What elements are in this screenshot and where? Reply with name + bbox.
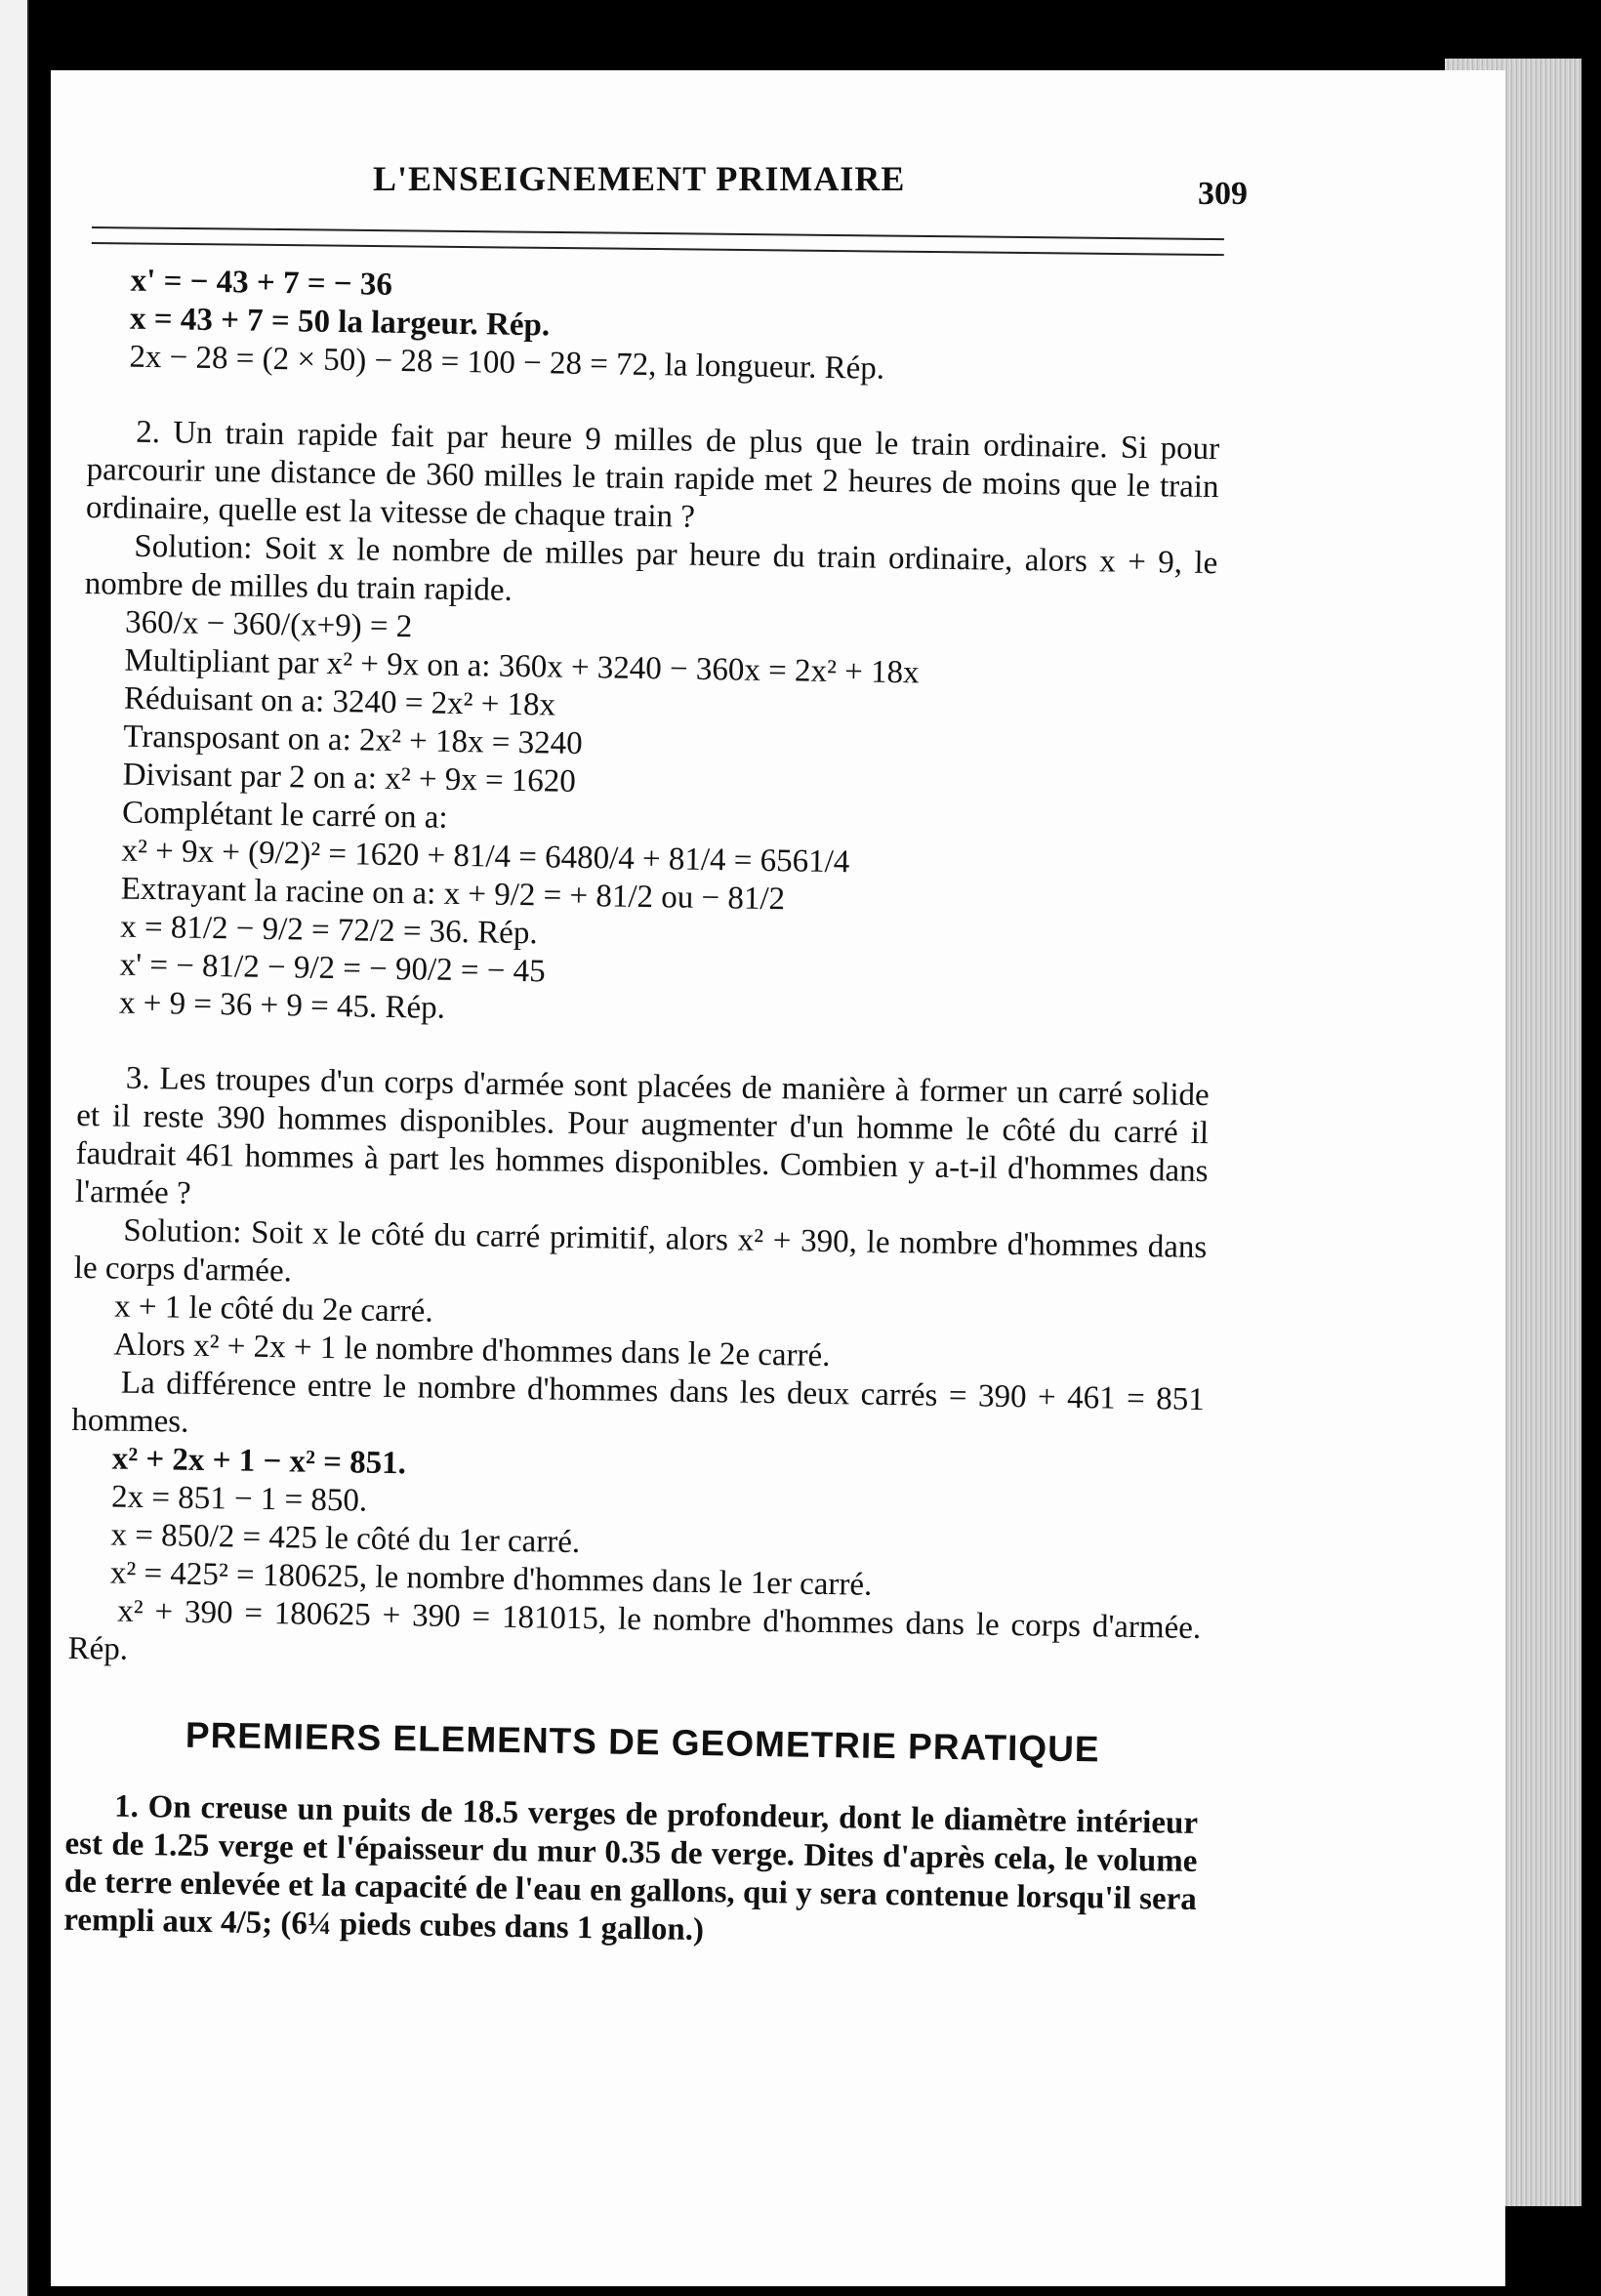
equation-line: Transposant on a: 2x² + 18x = 3240 <box>123 718 583 761</box>
problem-statement: 3. Les troupes d'un corps d'armée sont placées de manière à former un carré solide et il reste 390 hommes disponibles. Pour augmenter d'un homme le côté du carré il faudrait 461 hommes à part les hommes disponibles. Combien y a-t-il d'hommes dans l'armée ? <box>74 1060 1211 1211</box>
running-title: L'ENSEIGNEMENT PRIMAIRE <box>373 159 906 198</box>
equation-line: Réduisant on a: 3240 = 2x² + 18x <box>123 680 556 723</box>
solution-intro: Solution: Soit x le côté du carré primitif, alors x² + 390, le nombre d'hommes dans le corps d'armée. <box>73 1212 1208 1290</box>
equation-line: x + 9 = 36 + 9 = 45. Rép. <box>118 985 446 1026</box>
equation-line: Complétant le carré on a: <box>121 795 448 836</box>
problem-statement: 1. On creuse un puits de 18.5 verges de profondeur, dont le diamètre intérieur est de 1.25 verge et l'épaisseur du mur 0.35 de verge. Dites d'après cela, le volume de terre enlevée et la capacité de l'eau en gallons, qui y sera contenue lorsqu'il sera rempli aux 4/5; (6¼ pieds cubes dans 1 gallon.) <box>63 1788 1199 1948</box>
equation-line: x² + 9x + (9/2)² = 1620 + 81/4 = 6480/4 + 81/4 = 6561/4 <box>121 833 850 881</box>
equation-line: x = 43 + 7 = 50 la largeur. Rép. <box>129 301 551 344</box>
equation-line: Divisant par 2 on a: x² + 9x = 1620 <box>122 757 577 800</box>
equation-line: x + 1 le côté du 2e carré. <box>113 1289 433 1330</box>
equation-line: x' = − 81/2 − 9/2 = − 90/2 = − 45 <box>119 947 546 990</box>
solution-intro: Solution: Soit x le nombre de milles par heure du train ordinaire, alors x + 9, le nombre de milles du train rapide. <box>84 528 1218 608</box>
header-rule <box>92 226 1224 256</box>
equation-line: x² + 2x + 1 − x² = 851. <box>111 1441 407 1482</box>
problem-statement: 2. Un train rapide fait par heure 9 milles de plus que le train ordinaire. Si pour parcourir une distance de 360 milles le train rapide met 2 heures de moins que le train ordinaire, quelle est la vitesse de chaque train ? <box>85 414 1220 535</box>
book-left-edge <box>0 0 29 2296</box>
equation-line: 2x − 28 = (2 × 50) − 28 = 100 − 28 = 72, la longueur. Rép. <box>129 339 885 387</box>
equation-line: Extrayant la racine on a: x + 9/2 = + 81/2 ou − 81/2 <box>120 871 786 918</box>
equation-line: x² + 390 = 180625 + 390 = 181015, le nombre d'hommes dans le corps d'armée. Rép. <box>67 1593 1202 1667</box>
equation-line: x = 850/2 = 425 le côté du 1er carré. <box>110 1517 581 1561</box>
equation-line: x' = − 43 + 7 = − 36 <box>130 263 393 303</box>
equation-line: 360/x − 360/(x+9) = 2 <box>124 604 413 645</box>
equation-line: x = 81/2 − 9/2 = 72/2 = 36. Rép. <box>120 909 538 952</box>
book-page <box>51 70 1505 2286</box>
equation-line: Alors x² + 2x + 1 le nombre d'hommes dans le 2e carré. <box>113 1327 831 1374</box>
equation-line: 2x = 851 − 1 = 850. <box>110 1479 368 1519</box>
equation-line: La différence entre le nombre d'hommes dans les deux carrés = 390 + 461 = 851 hommes. <box>71 1365 1206 1440</box>
section-title: PREMIERS ELEMENTS DE GEOMETRIE PRATIQUE <box>185 1714 1100 1770</box>
page-content <box>63 262 1222 1957</box>
page-number: 309 <box>1198 176 1248 212</box>
equation-line: Multipliant par x² + 9x on a: 360x + 3240 − 360x = 2x² + 18x <box>124 642 920 691</box>
equation-line: x² = 425² = 180625, le nombre d'hommes dans le 1er carré. <box>109 1555 873 1603</box>
